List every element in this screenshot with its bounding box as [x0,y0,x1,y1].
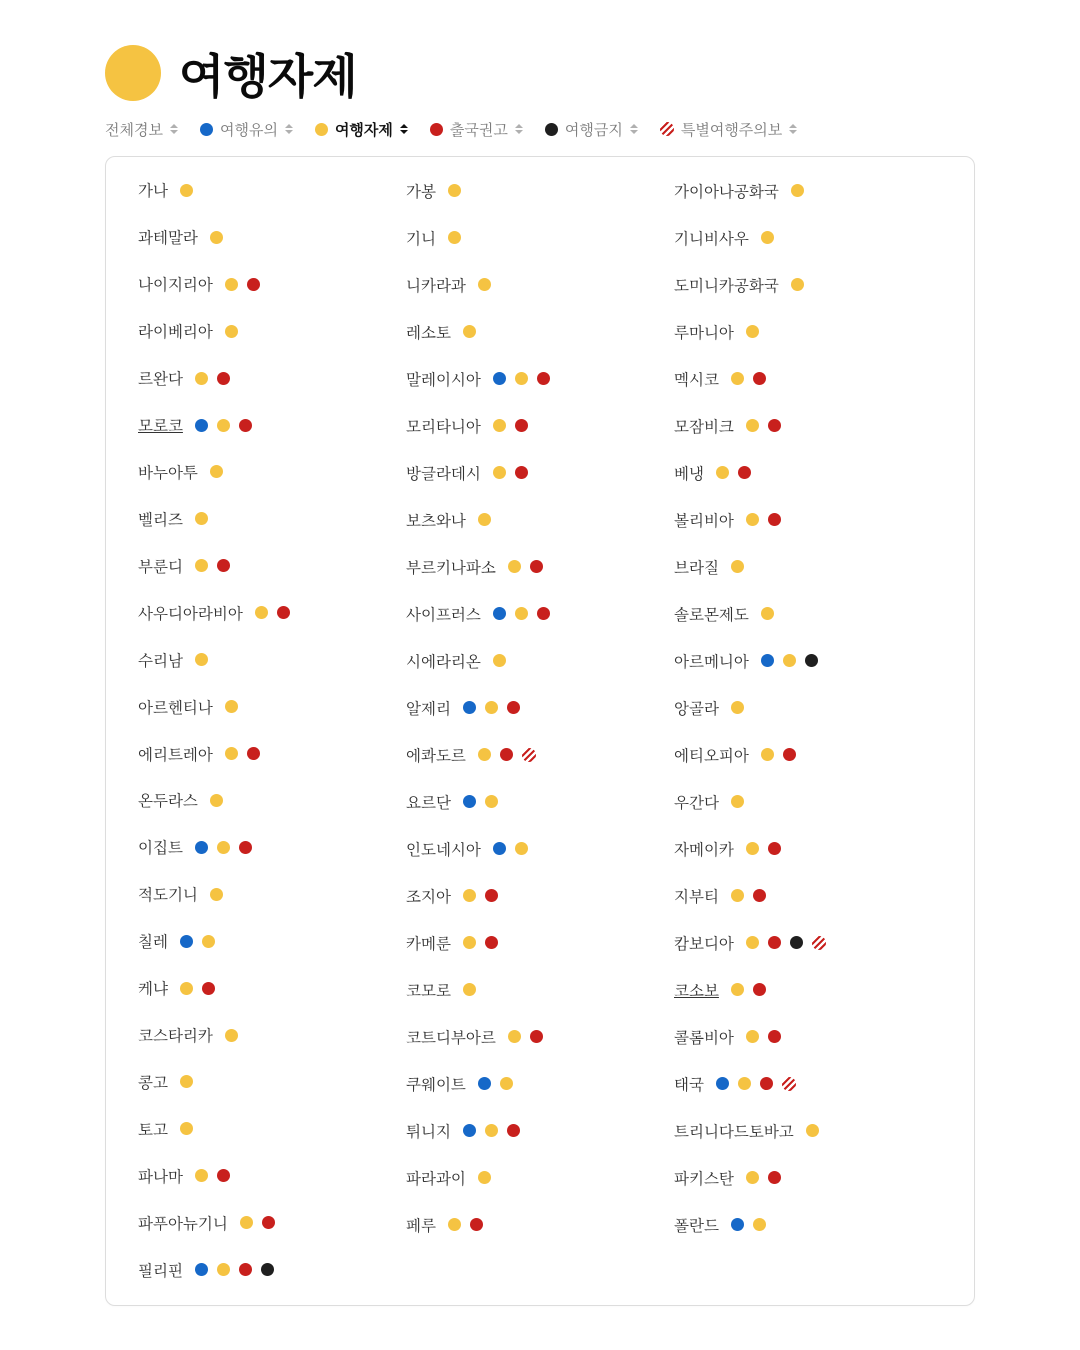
advisory-level-yellow-dot-icon [485,1124,498,1137]
advisory-level-yellow-dot-icon [225,747,238,760]
advisory-level-yellow-dot-icon [731,372,744,385]
advisory-level-yellow-dot-icon [463,936,476,949]
country-name[interactable]: 멕시코 [674,371,719,389]
country-row [406,637,674,684]
advisory-level-red-dot-icon [768,1030,781,1043]
country-column [406,167,674,1293]
country-row [138,355,406,402]
advisory-level-red-dot-icon [753,372,766,385]
filter-label: 여행금지 [564,121,623,139]
advisory-level-yellow-dot-icon [508,1030,521,1043]
advisory-level-blue-dot-icon [463,1124,476,1137]
advisory-level-yellow-dot-icon [202,935,215,948]
country-row [674,1060,942,1107]
country-row [406,778,674,825]
advisory-level-red-dot-icon [430,123,443,136]
page-title: 여행자제 [179,49,357,103]
country-row [674,543,942,590]
country-row [138,636,406,683]
advisory-level-red-dot-icon [753,983,766,996]
advisory-level-yellow-dot-icon [463,325,476,338]
country-row [138,308,406,355]
advisory-level-red-dot-icon [537,372,550,385]
country-name[interactable]: 파키스탄 [674,1170,734,1188]
country-panel [105,156,975,1306]
advisory-level-yellow-dot-icon [225,700,238,713]
country-row [674,919,942,966]
advisory-level-black-dot-icon [805,654,818,667]
country-name[interactable]: 우간다 [674,794,719,812]
country-row [674,966,942,1013]
country-name[interactable]: 알제리 [406,700,451,718]
advisory-level-yellow-dot-icon [791,278,804,291]
country-name[interactable]: 태국 [674,1076,704,1094]
advisory-level-yellow-dot-icon [783,654,796,667]
advisory-level-blue-dot-icon [195,1263,208,1276]
advisory-level-yellow-dot-icon [738,1077,751,1090]
advisory-level-yellow-dot-icon [493,466,506,479]
advisory-level-red-dot-icon [768,513,781,526]
advisory-level-yellow-dot-icon [195,653,208,666]
country-row [674,637,942,684]
country-row [406,1107,674,1154]
country-row [406,872,674,919]
country-name[interactable]: 아르메니아 [674,653,749,671]
advisory-level-red-dot-icon [247,278,260,291]
country-name[interactable]: 파라과이 [406,1170,466,1188]
advisory-level-yellow-dot-icon [195,512,208,525]
advisory-level-yellow-dot-icon [210,888,223,901]
country-row [138,824,406,871]
country-name[interactable]: 아르헨티나 [138,699,213,717]
country-name[interactable]: 벨리즈 [138,511,183,529]
country-row [406,261,674,308]
country-row [674,449,942,496]
country-row [138,683,406,730]
country-name[interactable]: 가이아나공화국 [674,183,779,201]
country-row [138,918,406,965]
advisory-level-yellow-dot-icon [463,889,476,902]
sort-icon [285,124,293,134]
country-name[interactable]: 코모로 [406,982,451,1000]
country-name[interactable]: 모잠비크 [674,418,734,436]
country-name[interactable]: 파푸아뉴기니 [138,1215,228,1233]
advisory-level-yellow-dot-icon [515,842,528,855]
sort-icon [400,124,408,134]
country-name[interactable]: 토고 [138,1121,168,1139]
special-advisory-striped-icon [660,122,674,136]
special-advisory-striped-icon [782,1077,796,1091]
country-row [406,590,674,637]
country-row [138,589,406,636]
country-row [406,214,674,261]
advisory-level-red-dot-icon [470,1218,483,1231]
country-row [406,1201,674,1248]
special-advisory-striped-icon [812,936,826,950]
country-row [674,1154,942,1201]
advisory-level-red-dot-icon [500,748,513,761]
filter-label: 출국권고 [449,121,508,139]
country-row [138,965,406,1012]
advisory-level-yellow-dot-icon [746,1171,759,1184]
country-name[interactable]: 기니 [406,230,436,248]
advisory-level-yellow-dot-icon [315,123,328,136]
country-name[interactable]: 칠레 [138,934,168,952]
country-row [406,731,674,778]
country-row [674,731,942,778]
advisory-level-red-dot-icon [217,559,230,572]
country-row [138,167,406,214]
advisory-level-red-dot-icon [760,1077,773,1090]
country-name[interactable]: 볼리비아 [674,512,734,530]
advisory-level-yellow-dot-icon [225,278,238,291]
country-name[interactable]: 자메이카 [674,841,734,859]
country-name[interactable]: 부룬디 [138,558,183,576]
country-name[interactable]: 기니비사우 [674,230,749,248]
advisory-level-yellow-dot-icon [761,748,774,761]
country-name[interactable]: 에리트레아 [138,746,213,764]
country-row [138,1152,406,1199]
advisory-level-red-dot-icon [277,606,290,619]
country-name[interactable]: 폴란드 [674,1217,719,1235]
advisory-level-blue-dot-icon [493,607,506,620]
country-name[interactable]: 코스타리카 [138,1028,213,1046]
country-name[interactable]: 앙골라 [674,700,719,718]
country-row [406,167,674,214]
filter-여행자제[interactable] [315,119,408,140]
advisory-level-black-dot-icon [790,936,803,949]
country-name[interactable]: 캄보디아 [674,935,734,953]
advisory-level-yellow-dot-icon [806,1124,819,1137]
travel-restraint-circle-icon [105,45,161,101]
country-row [674,214,942,261]
country-name[interactable]: 코트디부아르 [406,1029,496,1047]
country-row [138,1012,406,1059]
country-row [406,825,674,872]
filter-bar [105,116,975,142]
country-name[interactable]: 콩고 [138,1074,168,1092]
country-row [406,355,674,402]
advisory-level-blue-dot-icon [493,842,506,855]
advisory-level-blue-dot-icon [493,372,506,385]
country-name[interactable]: 베냉 [674,465,704,483]
advisory-level-yellow-dot-icon [195,1169,208,1182]
advisory-level-yellow-dot-icon [210,465,223,478]
country-name[interactable]: 에티오피아 [674,747,749,765]
country-row [674,872,942,919]
country-row [138,777,406,824]
country-name[interactable]: 도미니카공화국 [674,277,779,295]
advisory-level-blue-dot-icon [195,841,208,854]
advisory-level-red-dot-icon [768,419,781,432]
advisory-level-blue-dot-icon [478,1077,491,1090]
advisory-level-red-dot-icon [507,701,520,714]
country-column [674,167,942,1293]
advisory-level-red-dot-icon [247,747,260,760]
advisory-level-yellow-dot-icon [225,325,238,338]
advisory-level-yellow-dot-icon [180,184,193,197]
advisory-level-yellow-dot-icon [478,513,491,526]
country-name[interactable]: 카메룬 [406,935,451,953]
advisory-level-yellow-dot-icon [217,419,230,432]
country-name[interactable]: 수리남 [138,652,183,670]
country-row [138,542,406,589]
country-name[interactable]: 필리핀 [138,1262,183,1280]
country-name[interactable]: 요르단 [406,794,451,812]
country-row [138,1105,406,1152]
filter-전체경보[interactable] [105,119,178,140]
country-name[interactable]: 과테말라 [138,230,198,248]
country-row [674,590,942,637]
country-row [674,355,942,402]
country-name[interactable]: 튀니지 [406,1123,451,1141]
advisory-level-red-dot-icon [217,372,230,385]
country-name[interactable]: 인도네시아 [406,841,481,859]
advisory-level-yellow-dot-icon [217,1263,230,1276]
advisory-level-yellow-dot-icon [746,419,759,432]
country-row [138,871,406,918]
country-name[interactable]: 부르키나파소 [406,559,496,577]
filter-label: 특별여행주의보 [680,121,783,139]
advisory-level-blue-dot-icon [761,654,774,667]
country-row [138,1199,406,1246]
advisory-level-yellow-dot-icon [746,325,759,338]
advisory-level-yellow-dot-icon [180,1122,193,1135]
advisory-level-blue-dot-icon [463,701,476,714]
country-row [406,496,674,543]
country-row [406,402,674,449]
country-row [674,778,942,825]
advisory-level-yellow-dot-icon [746,1030,759,1043]
country-name[interactable]: 브라질 [674,559,719,577]
country-row [406,308,674,355]
country-row [406,966,674,1013]
country-name[interactable]: 모로코 [138,418,183,436]
advisory-level-red-dot-icon [530,560,543,573]
advisory-level-red-dot-icon [515,466,528,479]
country-row [406,1013,674,1060]
country-name[interactable]: 가봉 [406,183,436,201]
advisory-level-yellow-dot-icon [180,982,193,995]
advisory-level-yellow-dot-icon [746,936,759,949]
country-row [406,543,674,590]
advisory-level-yellow-dot-icon [478,1171,491,1184]
country-name[interactable]: 조지아 [406,888,451,906]
advisory-level-yellow-dot-icon [478,278,491,291]
country-row [674,1013,942,1060]
advisory-level-red-dot-icon [768,842,781,855]
filter-특별여행주의보[interactable] [660,119,797,140]
country-name[interactable]: 솔로몬제도 [674,606,749,624]
advisory-level-yellow-dot-icon [225,1029,238,1042]
filter-여행금지[interactable] [545,119,638,140]
advisory-level-yellow-dot-icon [240,1216,253,1229]
advisory-level-blue-dot-icon [195,419,208,432]
sort-icon [170,124,178,134]
country-name[interactable]: 사우디아라비아 [138,605,243,623]
advisory-level-red-dot-icon [239,419,252,432]
advisory-level-yellow-dot-icon [448,184,461,197]
advisory-level-red-dot-icon [515,419,528,432]
advisory-level-yellow-dot-icon [515,607,528,620]
country-row [406,1060,674,1107]
advisory-level-yellow-dot-icon [485,795,498,808]
country-name[interactable]: 트리니다드토바고 [674,1123,794,1141]
country-name[interactable]: 이집트 [138,840,183,858]
country-name[interactable]: 모리타니아 [406,418,481,436]
country-row [138,261,406,308]
country-name[interactable]: 보츠와나 [406,512,466,530]
advisory-level-blue-dot-icon [200,123,213,136]
sort-icon [789,124,797,134]
sort-icon [515,124,523,134]
advisory-level-yellow-dot-icon [508,560,521,573]
advisory-level-red-dot-icon [738,466,751,479]
country-row [406,1154,674,1201]
advisory-level-yellow-dot-icon [761,231,774,244]
country-name[interactable]: 온두라스 [138,793,198,811]
advisory-level-yellow-dot-icon [731,983,744,996]
country-name[interactable]: 시에라리온 [406,653,481,671]
advisory-level-red-dot-icon [768,936,781,949]
advisory-level-yellow-dot-icon [210,231,223,244]
country-row [138,214,406,261]
advisory-level-yellow-dot-icon [731,560,744,573]
advisory-level-red-dot-icon [239,1263,252,1276]
advisory-level-blue-dot-icon [463,795,476,808]
filter-출국권고[interactable] [430,119,523,140]
advisory-level-yellow-dot-icon [746,513,759,526]
country-name[interactable]: 파나마 [138,1168,183,1186]
country-row [674,1107,942,1154]
advisory-level-red-dot-icon [202,982,215,995]
filter-label: 여행유의 [219,121,278,139]
advisory-level-black-dot-icon [261,1263,274,1276]
country-name[interactable]: 페루 [406,1217,436,1235]
filter-label: 여행자제 [334,121,393,139]
country-name[interactable]: 코소보 [674,982,719,1000]
country-row [138,402,406,449]
country-name[interactable]: 바누아투 [138,464,198,482]
country-column [138,167,406,1293]
advisory-level-yellow-dot-icon [180,1075,193,1088]
country-name[interactable]: 적도기니 [138,887,198,905]
country-row [674,1201,942,1248]
country-name[interactable]: 라이베리아 [138,324,213,342]
advisory-level-red-dot-icon [783,748,796,761]
page-header [105,0,975,104]
country-name[interactable]: 케냐 [138,981,168,999]
country-name[interactable]: 니카라과 [406,277,466,295]
sort-icon [630,124,638,134]
country-name[interactable]: 르완다 [138,371,183,389]
advisory-level-yellow-dot-icon [731,795,744,808]
special-advisory-striped-icon [522,748,536,762]
advisory-level-yellow-dot-icon [485,701,498,714]
country-row [138,1246,406,1293]
advisory-level-yellow-dot-icon [255,606,268,619]
advisory-level-yellow-dot-icon [500,1077,513,1090]
country-name[interactable]: 루마니아 [674,324,734,342]
country-name[interactable]: 콜롬비아 [674,1029,734,1047]
country-row [406,684,674,731]
advisory-level-red-dot-icon [537,607,550,620]
country-name[interactable]: 에콰도르 [406,747,466,765]
filter-여행유의[interactable] [200,119,293,140]
advisory-level-yellow-dot-icon [761,607,774,620]
advisory-level-yellow-dot-icon [217,841,230,854]
country-name[interactable]: 쿠웨이트 [406,1076,466,1094]
country-name[interactable]: 레소토 [406,324,451,342]
country-name[interactable]: 가나 [138,183,168,201]
country-row [674,308,942,355]
country-row [674,167,942,214]
advisory-level-blue-dot-icon [180,935,193,948]
advisory-level-yellow-dot-icon [746,842,759,855]
country-grid [138,167,942,1293]
advisory-level-red-dot-icon [753,889,766,902]
country-row [406,449,674,496]
advisory-level-yellow-dot-icon [731,889,744,902]
advisory-level-yellow-dot-icon [448,1218,461,1231]
advisory-level-yellow-dot-icon [731,701,744,714]
country-name[interactable]: 지부티 [674,888,719,906]
advisory-level-yellow-dot-icon [210,794,223,807]
country-name[interactable]: 말레이시아 [406,371,481,389]
country-row [674,825,942,872]
advisory-level-black-dot-icon [545,123,558,136]
advisory-level-red-dot-icon [530,1030,543,1043]
advisory-level-yellow-dot-icon [493,654,506,667]
country-row [138,1059,406,1106]
advisory-level-yellow-dot-icon [463,983,476,996]
advisory-level-yellow-dot-icon [493,419,506,432]
advisory-level-yellow-dot-icon [195,559,208,572]
advisory-level-red-dot-icon [239,841,252,854]
advisory-level-red-dot-icon [485,936,498,949]
country-row [138,495,406,542]
advisory-level-red-dot-icon [507,1124,520,1137]
advisory-level-yellow-dot-icon [791,184,804,197]
advisory-level-red-dot-icon [217,1169,230,1182]
advisory-level-blue-dot-icon [716,1077,729,1090]
advisory-level-yellow-dot-icon [478,748,491,761]
country-row [138,449,406,496]
country-row [674,496,942,543]
country-row [674,684,942,731]
filter-label: 전체경보 [105,121,163,139]
advisory-level-yellow-dot-icon [515,372,528,385]
country-row [406,919,674,966]
advisory-level-yellow-dot-icon [195,372,208,385]
advisory-level-red-dot-icon [768,1171,781,1184]
advisory-level-yellow-dot-icon [448,231,461,244]
advisory-level-red-dot-icon [262,1216,275,1229]
advisory-level-yellow-dot-icon [716,466,729,479]
advisory-level-red-dot-icon [485,889,498,902]
advisory-level-yellow-dot-icon [753,1218,766,1231]
country-name[interactable]: 나이지리아 [138,277,213,295]
country-name[interactable]: 사이프러스 [406,606,481,624]
country-row [674,402,942,449]
country-row [674,261,942,308]
country-row [138,730,406,777]
country-name[interactable]: 방글라데시 [406,465,481,483]
advisory-level-blue-dot-icon [731,1218,744,1231]
